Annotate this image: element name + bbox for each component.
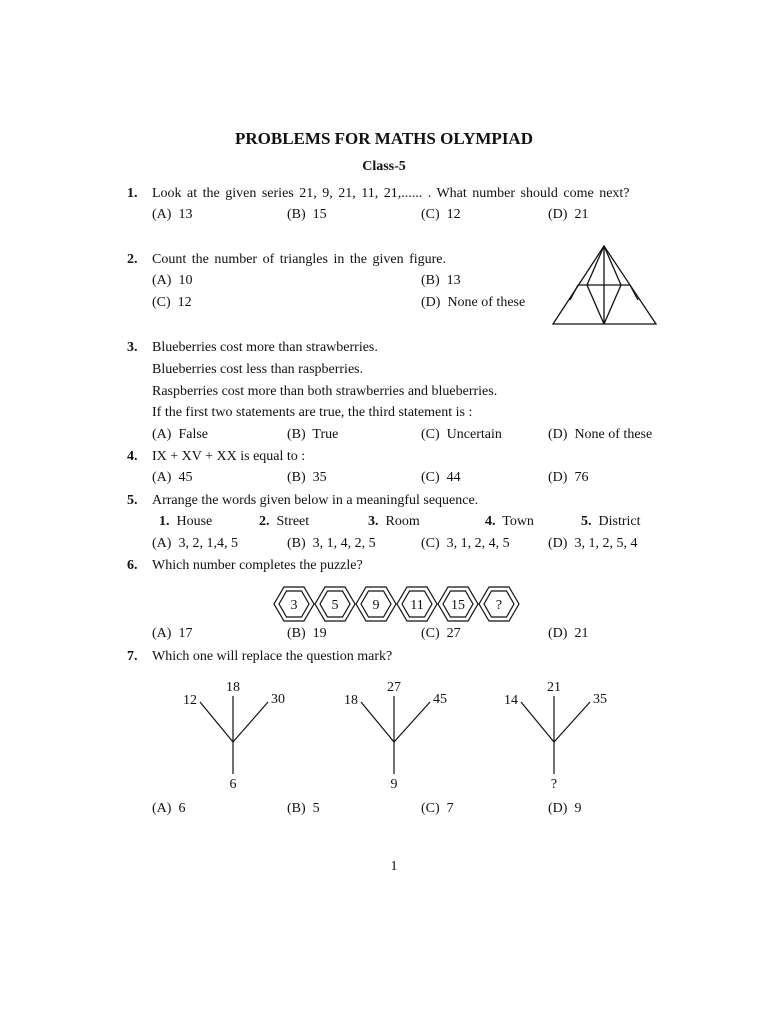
option-label: (D)	[548, 536, 568, 551]
option-value: 3, 1, 2, 5, 4	[574, 536, 638, 551]
hexagon-value: 3	[290, 598, 298, 613]
number-tree	[361, 696, 430, 774]
tree-1-right: 30	[271, 692, 285, 707]
question-4-option-a	[152, 470, 192, 486]
question-1-option-b	[287, 207, 327, 223]
number-tree	[200, 696, 268, 774]
option-label: (C)	[421, 427, 440, 442]
word-number: 3.	[368, 514, 379, 529]
word-item	[159, 514, 212, 530]
option-label: (D)	[548, 626, 568, 641]
hexagon-value: 5	[331, 598, 339, 613]
question-4-option-d	[548, 470, 588, 486]
word-text: House	[176, 514, 213, 529]
option-label: (B)	[287, 427, 306, 442]
tree-1-top: 18	[226, 680, 240, 695]
question-1-text: Look at the given series 21, 9, 21, 11, 21,...... . What number should come next?	[152, 186, 630, 201]
option-label: (A)	[152, 273, 172, 288]
option-label: (A)	[152, 536, 172, 551]
question-number-7: 7.	[127, 649, 138, 664]
option-value: 35	[312, 470, 327, 485]
option-label: (D)	[548, 207, 568, 222]
number-tree	[521, 696, 590, 774]
option-value: 3, 1, 4, 2, 5	[312, 536, 376, 551]
question-number-5: 5.	[127, 493, 138, 508]
word-number: 4.	[485, 514, 496, 529]
word-item	[259, 514, 309, 530]
question-5-option-d	[548, 536, 637, 552]
option-value: 19	[312, 626, 327, 641]
question-7-option-a	[152, 801, 185, 817]
question-3-option-a	[152, 427, 208, 443]
option-label: (A)	[152, 626, 172, 641]
option-label: (B)	[287, 207, 306, 222]
question-6-option-a	[152, 626, 192, 642]
word-item	[368, 514, 420, 530]
question-number-1: 1.	[127, 186, 138, 201]
option-value: 6	[178, 801, 186, 816]
question-3-option-d	[548, 427, 652, 443]
question-5-text: Arrange the words given below in a meaningful sequence.	[152, 493, 479, 508]
option-value: False	[178, 427, 208, 442]
page-number: 1	[390, 859, 398, 874]
question-2-option-a	[152, 273, 192, 289]
question-number-2: 2.	[127, 252, 138, 267]
question-3-line-4: If the first two statements are true, the third statement is :	[152, 405, 473, 420]
option-value: 13	[446, 273, 461, 288]
question-3-line-2: Blueberries cost less than raspberries.	[152, 362, 364, 377]
tree-2-right: 45	[433, 692, 447, 707]
option-label: (C)	[421, 626, 440, 641]
tree-3-top: 21	[547, 680, 561, 695]
option-label: (B)	[287, 801, 306, 816]
option-label: (A)	[152, 207, 172, 222]
question-1-option-c	[421, 207, 461, 223]
option-label: (B)	[287, 470, 306, 485]
option-value: 10	[178, 273, 193, 288]
option-label: (D)	[421, 295, 441, 310]
option-value: 13	[178, 207, 193, 222]
word-text: Room	[385, 514, 420, 529]
option-label: (D)	[548, 470, 568, 485]
question-7-option-b	[287, 801, 320, 817]
option-label: (A)	[152, 427, 172, 442]
option-value: Uncertain	[446, 427, 502, 442]
option-value: 21	[574, 626, 589, 641]
word-number: 2.	[259, 514, 270, 529]
word-text: District	[598, 514, 641, 529]
question-6-option-b	[287, 626, 327, 642]
option-value: None of these	[447, 295, 526, 310]
tree-2-bottom: 9	[390, 777, 398, 792]
option-label: (C)	[421, 536, 440, 551]
option-value: 12	[177, 295, 192, 310]
tree-3-bottom: ?	[550, 777, 558, 792]
word-text: Town	[502, 514, 534, 529]
question-5-option-a	[152, 536, 238, 552]
tree-3-left: 14	[504, 693, 518, 708]
hexagon-value: 9	[372, 598, 380, 613]
option-label: (C)	[152, 295, 171, 310]
question-2-option-d	[421, 295, 525, 311]
option-label: (B)	[287, 626, 306, 641]
word-item	[581, 514, 641, 530]
option-value: 44	[446, 470, 461, 485]
tree-1-bottom: 6	[229, 777, 237, 792]
option-label: (C)	[421, 801, 440, 816]
question-number-6: 6.	[127, 558, 138, 573]
triangle-figure	[550, 244, 660, 328]
option-label: (A)	[152, 470, 172, 485]
question-3-line-3: Raspberries cost more than both strawberries and blueberries.	[152, 384, 498, 399]
tree-2-left: 18	[344, 693, 358, 708]
tree-1-left: 12	[183, 693, 197, 708]
option-label: (D)	[548, 801, 568, 816]
tree-3-right: 35	[593, 692, 607, 707]
tree-2-top: 27	[387, 680, 401, 695]
question-1-option-a	[152, 207, 192, 223]
question-6-text: Which number completes the puzzle?	[152, 558, 363, 573]
option-label: (D)	[548, 427, 568, 442]
question-4-option-c	[421, 470, 461, 486]
page-title: PROBLEMS FOR MATHS OLYMPIAD	[235, 129, 533, 148]
option-value: 9	[574, 801, 582, 816]
question-7-text: Which one will replace the question mark?	[152, 649, 393, 664]
option-label: (B)	[421, 273, 440, 288]
hexagon-value: 15	[451, 598, 465, 613]
question-5-option-c	[421, 536, 510, 552]
option-value: None of these	[574, 427, 653, 442]
hexagon-value: ?	[495, 598, 503, 613]
option-value: 21	[574, 207, 589, 222]
option-value: 3, 2, 1,4, 5	[178, 536, 238, 551]
word-number: 5.	[581, 514, 592, 529]
question-2-option-b	[421, 273, 461, 289]
question-number-3: 3.	[127, 340, 138, 355]
question-3-option-b	[287, 427, 338, 443]
option-value: 3, 1, 2, 4, 5	[446, 536, 510, 551]
option-label: (C)	[421, 470, 440, 485]
word-text: Street	[276, 514, 310, 529]
question-5-option-b	[287, 536, 376, 552]
option-label: (A)	[152, 801, 172, 816]
question-4-text: IX + XV + XX is equal to :	[152, 449, 306, 464]
word-number: 1.	[159, 514, 170, 529]
question-7-option-d	[548, 801, 581, 817]
question-4-option-b	[287, 470, 327, 486]
option-value: 15	[312, 207, 327, 222]
option-value: True	[312, 427, 339, 442]
hexagon-value: 11	[410, 598, 424, 613]
question-3-line-1: Blueberries cost more than strawberries.	[152, 340, 378, 355]
option-value: 17	[178, 626, 193, 641]
option-value: 12	[446, 207, 461, 222]
option-value: 27	[446, 626, 461, 641]
question-number-4: 4.	[127, 449, 138, 464]
option-value: 76	[574, 470, 589, 485]
word-item	[485, 514, 534, 530]
question-6-option-c	[421, 626, 461, 642]
number-trees-figure	[170, 676, 620, 796]
question-2-text: Count the number of triangles in the given figure.	[152, 252, 446, 267]
page-subtitle: Class-5	[362, 159, 406, 174]
option-value: 5	[312, 801, 320, 816]
question-7-option-c	[421, 801, 454, 817]
hexagon-puzzle	[272, 585, 522, 623]
option-value: 45	[178, 470, 193, 485]
question-1-option-d	[548, 207, 588, 223]
option-label: (C)	[421, 207, 440, 222]
question-3-option-c	[421, 427, 502, 443]
option-value: 7	[446, 801, 454, 816]
question-6-option-d	[548, 626, 588, 642]
option-label: (B)	[287, 536, 306, 551]
question-2-option-c	[152, 295, 192, 311]
